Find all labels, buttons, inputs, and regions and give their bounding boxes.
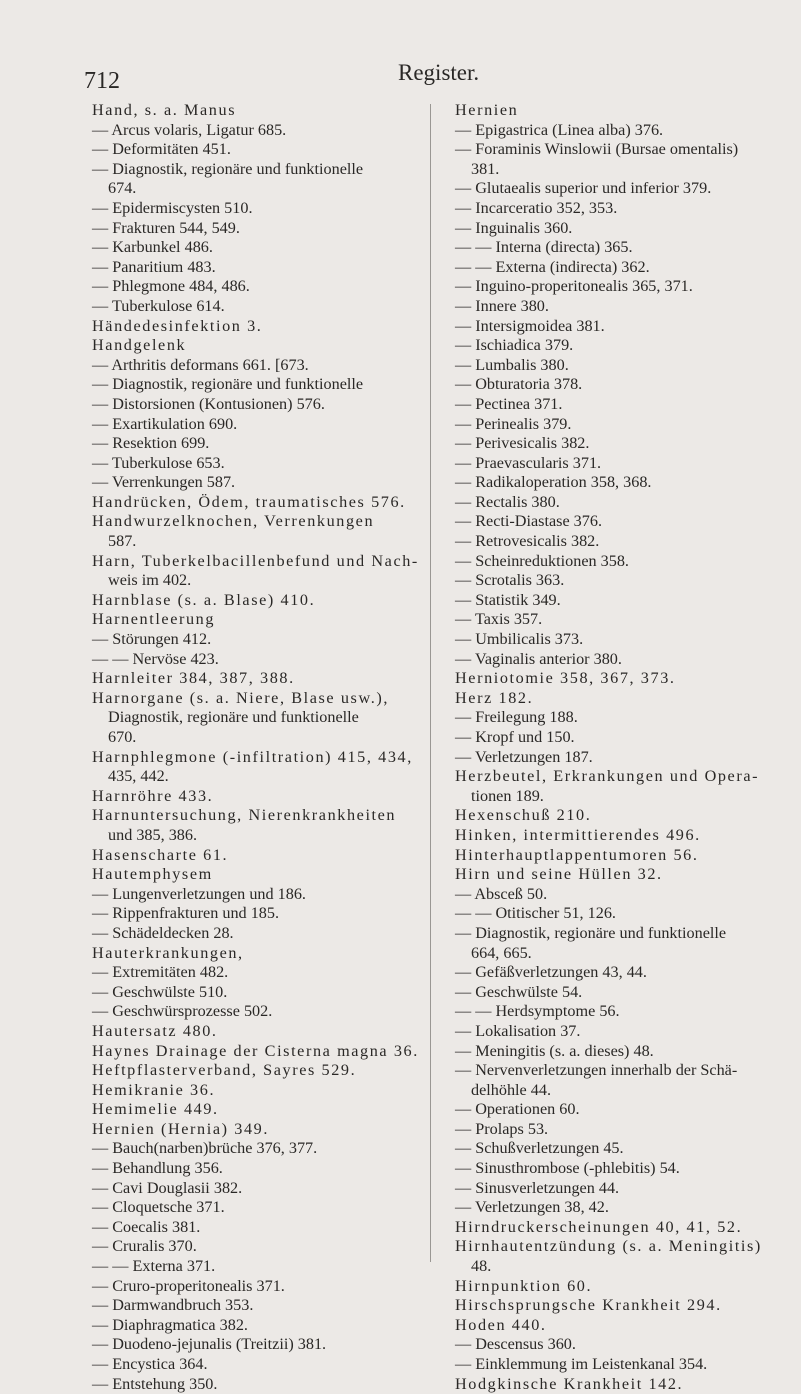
index-entry: Heftpflasterverband, Sayres 529. [92,1061,357,1080]
index-entry: Harnuntersuchung, Nierenkrankheiten [92,806,397,825]
index-subentry: — Umbilicalis 373. [455,630,584,649]
index-subentry: — Deformitäten 451. [92,140,231,159]
index-subentry: — Rectalis 380. [455,492,560,511]
index-subentry: — Vaginalis anterior 380. [455,649,622,668]
index-subentry: — Radikaloperation 358, 368. [455,473,652,492]
index-subentry: — Scheinreduktionen 358. [455,551,629,570]
index-subentry: — Distorsionen (Kontusionen) 576. [92,394,325,413]
index-subentry: — — Otitischer 51, 126. [455,904,616,923]
index-subentry: — Verrenkungen 587. [92,473,236,492]
index-subentry: — Schädeldecken 28. [92,923,234,942]
index-entry: Hemimelie 449. [92,1100,219,1119]
index-subentry: — Lokalisation 37. [455,1021,581,1040]
index-entry: Handgelenk [92,336,187,355]
index-entry: Hirnpunktion 60. [455,1276,593,1295]
index-subentry: — Foraminis Winslowii (Bursae omentalis) [455,140,739,159]
index-subentry: — Ischiadica 379. [455,336,574,355]
index-subentry: — Bauch(narben)brüche 376, 377. [92,1139,318,1158]
index-entry: Herniotomie 358, 367, 373. [455,669,676,688]
index-subentry: — Störungen 412. [92,630,212,649]
index-subentry: — Diagnostik, regionäre und funktionelle [92,375,364,394]
index-entry: Herzbeutel, Erkrankungen und Opera- [455,767,760,786]
index-subentry: — Diaphragmatica 382. [92,1315,248,1334]
index-subentry: — Kropf und 150. [455,728,575,746]
index-entry: Harnentleerung [92,610,216,629]
index-entry: Hernien (Hernia) 349. [92,1119,269,1138]
index-entry: Handwurzelknochen, Verrenkungen [92,512,375,531]
index-subentry: — Gefäßverletzungen 43, 44. [455,963,647,982]
index-subentry: — — Externa 371. [92,1257,216,1276]
index-entry-continuation: tionen 189. [471,786,544,805]
index-subentry: — Encystica 364. [92,1355,208,1373]
index-entry-continuation: 664, 665. [471,943,532,962]
index-subentry: — Epigastrica (Linea alba) 376. [455,120,664,139]
index-subentry: — Statistik 349. [455,590,561,609]
index-entry: Hodgkinsche Krankheit 142. [455,1374,684,1393]
index-subentry: — Taxis 357. [455,610,543,629]
index-subentry: — Perivesicalis 382. [455,434,590,453]
index-subentry: — Nervenverletzungen innerhalb der Schä- [455,1061,738,1080]
index-subentry: — Exartikulation 690. [92,414,238,433]
index-subentry: — Resektion 699. [92,434,210,453]
index-subentry: — — Nervöse 423. [92,649,219,668]
index-subentry: — Operationen 60. [455,1100,580,1119]
index-entry-continuation: delhöhle 44. [471,1080,552,1099]
index-entry: Hinken, intermittierendes 496. [455,825,701,844]
index-entry: Hinterhauptlappentumoren 56. [455,845,699,864]
index-entry-continuation: 48. [471,1257,492,1276]
index-subentry: — Geschwülste 54. [455,982,583,1001]
index-entry: Harnblase (s. a. Blase) 410. [92,590,316,609]
index-entry: Händedesinfektion 3. [92,316,263,335]
index-subentry: — Inguino-properitonealis 365, 371. [455,277,693,296]
index-subentry: — Geschwülste 510. [92,982,228,1001]
index-subentry: — Behandlung 356. [92,1159,223,1178]
index-entry: Hirndruckerscheinungen 40, 41, 52. [455,1217,743,1236]
index-subentry: — Intersigmoidea 381. [455,316,605,335]
index-subentry: — Diagnostik, regionäre und funktionelle [455,923,727,942]
index-subentry: — Extremitäten 482. [92,963,229,982]
index-entry: Harnröhre 433. [92,786,214,805]
index-subentry: — Epidermiscysten 510. [92,198,253,217]
index-subentry: — Verletzungen 187. [455,747,593,766]
index-subentry: — Sinusthrombose (-phlebitis) 54. [455,1159,680,1178]
index-subentry: — Descensus 360. [455,1335,576,1354]
column-divider [430,104,431,1262]
index-subentry: — Geschwürsprozesse 502. [92,1002,273,1021]
index-subentry: — Cavi Douglasii 382. [92,1178,243,1197]
index-entry: Hirnhautentzündung (s. a. Meningitis) [455,1237,762,1256]
index-subentry: — Lungenverletzungen und 186. [92,884,306,903]
index-entry: Hand, s. a. Manus [92,101,237,119]
index-entry: Haynes Drainage der Cisterna magna 36. [92,1041,419,1060]
index-entry-continuation: und 385, 386. [108,825,198,844]
index-subentry: — Innere 380. [455,296,549,315]
index-subentry: — Scrotalis 363. [455,571,565,590]
index-entry: Hirn und seine Hüllen 32. [455,865,663,884]
index-entry: Handrücken, Ödem, traumatisches 576. [92,492,406,511]
index-subentry: — Arthritis deformans 661. [673. [92,355,309,374]
index-subentry: — Diagnostik, regionäre und funktionelle [92,159,364,178]
index-entry-continuation: Diagnostik, regionäre und funktionelle [108,708,359,727]
index-subentry: — Meningitis (s. a. dieses) 48. [455,1041,654,1060]
index-subentry: — Phlegmone 484, 486. [92,277,250,296]
index-subentry: — Verletzungen 38, 42. [455,1198,609,1217]
index-subentry: — Tuberkulose 653. [92,453,225,472]
index-subentry: — — Externa (indirecta) 362. [455,257,650,276]
index-entry-continuation: 381. [471,159,500,178]
index-entry: Hernien [455,101,519,119]
index-column-right [455,101,783,1394]
index-column-left [92,101,422,1394]
index-subentry: — Absceß 50. [455,884,548,903]
index-subentry: — Freilegung 188. [455,708,578,727]
index-subentry: — Cruralis 370. [92,1237,197,1256]
index-entry: Hautersatz 480. [92,1021,218,1040]
index-entry: Hoden 440. [455,1315,547,1334]
index-entry-continuation: 674. [108,179,137,198]
index-subentry: — Panaritium 483. [92,257,216,276]
index-subentry: — Karbunkel 486. [92,238,213,257]
index-entry-continuation: weis im 402. [108,571,192,590]
index-subentry: — Coecalis 381. [92,1217,201,1236]
index-subentry: — Obturatoria 378. [455,375,583,394]
index-entry: Harnphlegmone (-infiltration) 415, 434, [92,747,413,766]
index-entry-continuation: 670. [108,728,137,746]
index-entry: Hasenscharte 61. [92,845,229,864]
index-subentry: — Glutaealis superior und inferior 379. [455,179,712,198]
index-subentry: — Cruro-properitonealis 371. [92,1276,285,1295]
index-subentry: — Recti-Diastase 376. [455,512,602,531]
index-entry: Harnleiter 384, 387, 388. [92,669,295,688]
index-subentry: — — Herdsymptome 56. [455,1002,620,1021]
index-subentry: — Tuberkulose 614. [92,296,225,315]
index-subentry: — Sinusverletzungen 44. [455,1178,620,1197]
index-subentry: — Pectinea 371. [455,394,563,413]
index-entry-continuation: 435, 442. [108,767,169,786]
index-subentry: — Rippenfrakturen und 185. [92,904,280,923]
index-subentry: — Frakturen 544, 549. [92,218,240,237]
index-subentry: — — Interna (directa) 365. [455,238,633,257]
index-subentry: — Lumbalis 380. [455,355,569,374]
index-entry: Hautemphysem [92,865,213,884]
index-entry: Harnorgane (s. a. Niere, Blase usw.), [92,688,389,707]
index-entry-continuation: 587. [108,532,137,551]
index-subentry: — Einklemmung im Leistenkanal 354. [455,1355,708,1373]
index-subentry: — Retrovesicalis 382. [455,532,600,551]
index-entry: Hauterkrankungen, [92,943,244,962]
index-subentry: — Entstehung 350. [92,1374,218,1393]
index-subentry: — Prolaps 53. [455,1119,549,1138]
running-head: Register. [398,60,480,85]
index-subentry: — Praevascularis 371. [455,453,602,472]
index-subentry: — Incarceratio 352, 353. [455,198,618,217]
index-subentry: — Arcus volaris, Ligatur 685. [92,120,287,139]
index-entry: Harn, Tuberkelbacillenbefund und Nach- [92,551,419,570]
index-entry: Herz 182. [455,688,534,707]
index-entry: Hemikranie 36. [92,1080,216,1099]
page-number: 712 [84,68,120,94]
index-entry: Hexenschuß 210. [455,806,592,825]
index-subentry: — Cloquetsche 371. [92,1198,225,1217]
index-subentry: — Inguinalis 360. [455,218,573,237]
index-entry: Hirschsprungsche Krankheit 294. [455,1296,722,1315]
index-subentry: — Darmwandbruch 353. [92,1296,254,1315]
index-subentry: — Duodeno-jejunalis (Treitzii) 381. [92,1335,327,1354]
index-subentry: — Schußverletzungen 45. [455,1139,624,1158]
index-subentry: — Perinealis 379. [455,414,572,433]
